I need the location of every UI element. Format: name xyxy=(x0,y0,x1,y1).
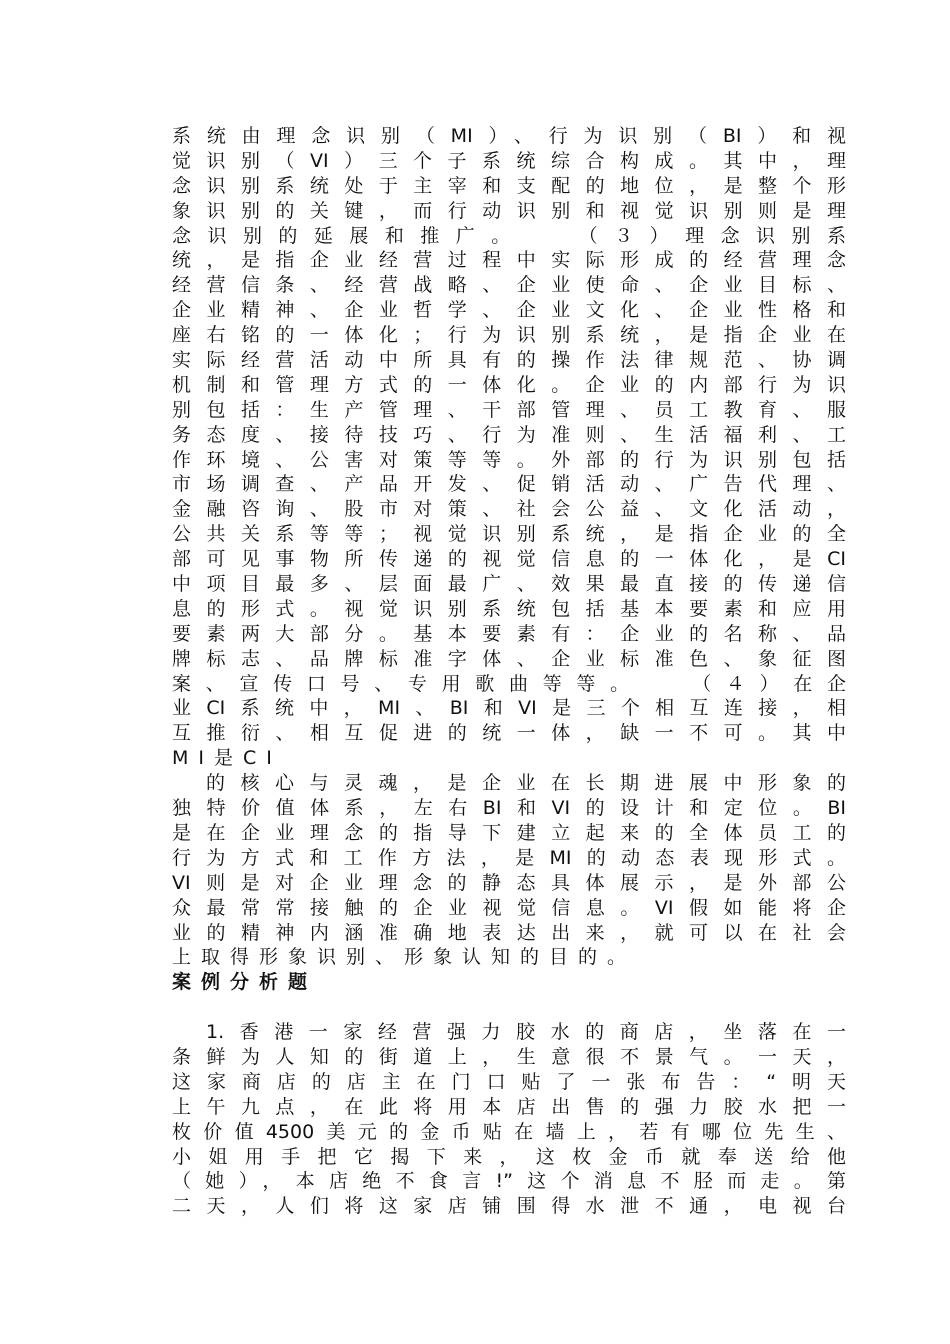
text-line: 上取得形象识别、形象认知的目的。 xyxy=(172,946,637,969)
text-line: 的核心与灵魂，是企业在长期进展中形象的 xyxy=(206,772,846,795)
text-line: 系统由理念识别（MI）、行为识别（BI）和视 xyxy=(172,125,846,147)
text-line: 业CI系统中，MI、BI和VI是三个相互连接，相 xyxy=(172,697,846,720)
text-line: 别包括：生产管理、干部管理、员工教育、服 xyxy=(172,398,846,421)
text-line: 行为方式和工作方法，是MI的动态表现形式。 xyxy=(172,846,846,869)
text-line: 案、宣传口号、专用歌曲等等。 （４）在企 xyxy=(172,672,846,695)
text-line: 息的形式。视觉识别系统包括基本要素和应用 xyxy=(172,597,846,620)
text-line: 念识别系统处于主宰和支配的地位，是整个形 xyxy=(172,174,846,197)
case-text-line: 二天，人们将这家店铺围得水泄不通，电视台 xyxy=(172,1195,846,1218)
text-line: 觉识别（VI）三个子系统综合构成。其中，理 xyxy=(172,149,846,172)
text-line: VI则是对企业理念的静态具体展示，是外部公 xyxy=(172,871,846,894)
section-heading: 案例分析题 xyxy=(172,971,318,994)
case-text-line: 枚价值4500美元的金币贴在墙上，若有哪位先生、 xyxy=(172,1120,846,1143)
text-line: 作环境、公害对策等等。外部的行为识别包括 xyxy=(172,448,846,471)
body-text xyxy=(172,124,846,1219)
text-line: 念识别的延展和推广。 （３）理念识别系 xyxy=(172,224,846,247)
text-line: 象识别的关键，而行动识别和视觉识别则是理 xyxy=(172,199,846,222)
text-line: MI是CI xyxy=(172,747,282,770)
case-text-line: 条鲜为人知的街道上，生意很不景气。一天， xyxy=(172,1045,846,1068)
text-line: 牌标志、品牌标准字体、企业标准色、象征图 xyxy=(172,647,846,670)
case-text-line: 上午九点，在此将用本店出售的强力胶水把一 xyxy=(172,1095,846,1118)
text-line: 是在企业理念的指导下建立起来的全体员工的 xyxy=(172,821,846,844)
text-line: 众最常常接触的企业视觉信息。VI假如能将企 xyxy=(172,896,846,919)
text-line: 独特价值体系，左右BI和VI的设计和定位。BI xyxy=(172,797,846,820)
text-line: 金融咨询、股市对策、社会公益、文化活动， xyxy=(172,498,846,521)
text-line: 中项目最多、层面最广、效果最直接的传递信 xyxy=(172,573,846,596)
text-line: 互推衍、相互促进的统一体，缺一不可。其中 xyxy=(172,722,846,745)
text-line: 务态度、接待技巧、行为准则、生活福利、工 xyxy=(172,423,846,446)
blank-line xyxy=(172,995,846,1020)
text-line: 部可见事物所传递的视觉信息的一体化，是CI xyxy=(172,548,846,571)
text-line: 经营信条、经营战略、企业使命、企业目标、 xyxy=(172,274,846,297)
text-line: 企业精神、企业哲学、企业文化、企业性格和 xyxy=(172,299,846,322)
text-line: 统，是指企业经营过程中实际形成的经营理念 xyxy=(172,249,846,272)
text-line: 机制和管理方式的一体化。企业的内部行为识 xyxy=(172,373,846,396)
text-line: 实际经营活动中所具有的操作法律规范、协调 xyxy=(172,349,846,372)
text-line: 公共关系等等；视觉识别系统，是指企业的全 xyxy=(172,523,846,546)
text-line: 要素两大部分。基本要素有：企业的名称、品 xyxy=(172,622,846,645)
case-text-line: 小姐用手把它揭下来，这枚金币就奉送给他 xyxy=(172,1145,846,1168)
text-line: 座右铭的一体化；行为识别系统，是指企业在 xyxy=(172,324,846,347)
case-text-line: 1.香港一家经营强力胶水的商店，坐落在一 xyxy=(206,1021,846,1044)
case-text-line: 这家商店的店主在门口贴了一张布告：“明天 xyxy=(172,1070,846,1093)
text-line: 市场调查、产品开发、促销活动、广告代理、 xyxy=(172,473,846,496)
case-text-line: （她），本店绝不食言!”这个消息不胫而走。第 xyxy=(172,1170,846,1193)
text-line: 业的精神内涵准确地表达出来，就可以在社会 xyxy=(172,921,846,944)
